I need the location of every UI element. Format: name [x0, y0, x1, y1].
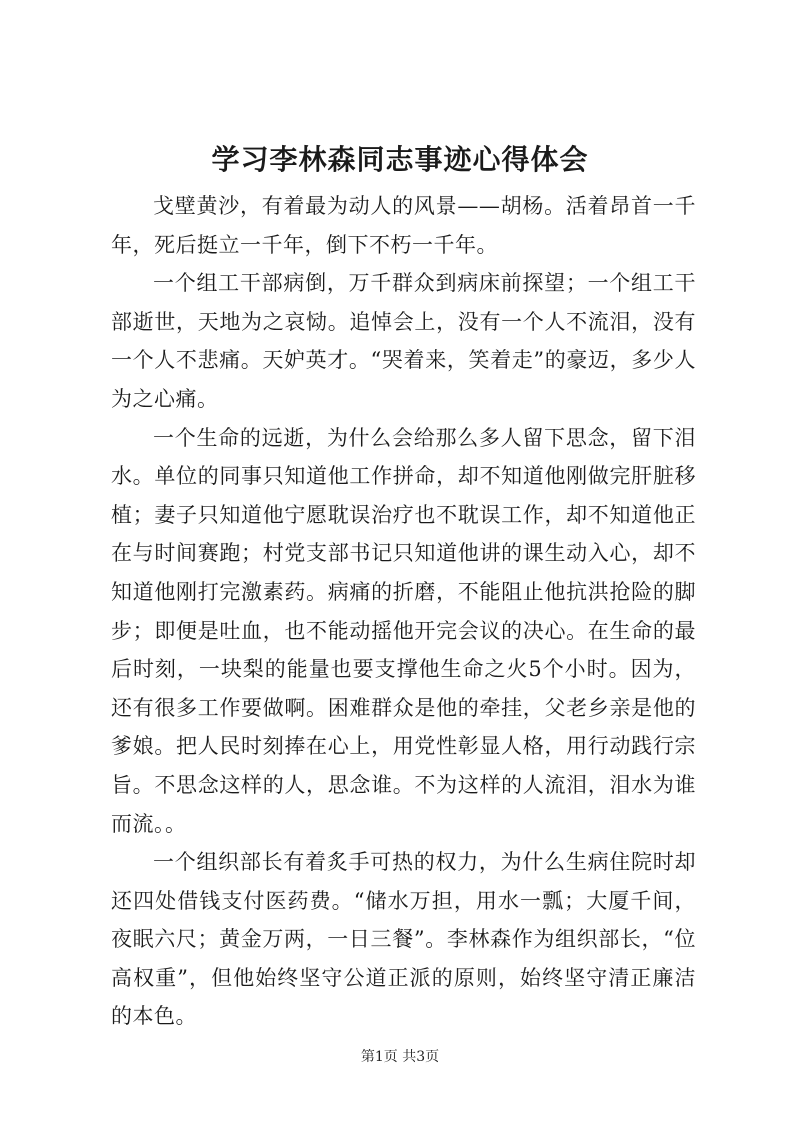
paragraph-3: 一个生命的远逝，为什么会给那么多人留下思念，留下泪水。单位的同事只知道他工作拼命，却不知道他刚做完肝脏移植；妻子只知道他宁愿耽误治疗也不耽误工作，却不知道他正在与时间赛跑；村党支部书记只知道他讲的课生动入心，却不知道他刚打完激素药。病痛的折磨，不能阻止他抗洪抢险的脚步；即便是吐血，也不能动摇他开完会议的决心。在生命的最后时刻，一块梨的能量也要支撑他生命之火5个小时。因为，还有很多工作要做啊。困难群众是他的牵挂，父老乡亲是他的爹娘。把人民时刻捧在心上，用党性彰显人格，用行动践行宗旨。不思念这样的人，思念谁。不为这样的人流泪，泪水为谁而流。。 — [111, 425, 696, 836]
paragraph-1: 戈壁黄沙，有着最为动人的风景——胡杨。活着昂首一千年，死后挺立一千年，倒下不朽一千年。 — [111, 194, 696, 257]
paragraph-2: 一个组工干部病倒，万千群众到病床前探望；一个组工干部逝世，天地为之哀恸。追悼会上，没有一个人不流泪，没有一个人不悲痛。天妒英才。“哭着来，笑着走”的豪迈，多少人为之心痛。 — [111, 271, 696, 411]
page-footer: 第1页 共3页 — [360, 1049, 440, 1065]
document-body — [111, 187, 696, 1036]
paragraph-4: 一个组织部长有着炙手可热的权力，为什么生病住院时却还四处借钱支付医药费。“储水万担，用水一瓢；大厦千间，夜眠六尺；黄金万两，一日三餐”。李林森作为组织部长，“位高权重”，但他始终坚守公道正派的原则，始终坚守清正廉洁的本色。 — [111, 850, 696, 1029]
document-title: 学习李林森同志事迹心得体会 — [211, 143, 589, 176]
